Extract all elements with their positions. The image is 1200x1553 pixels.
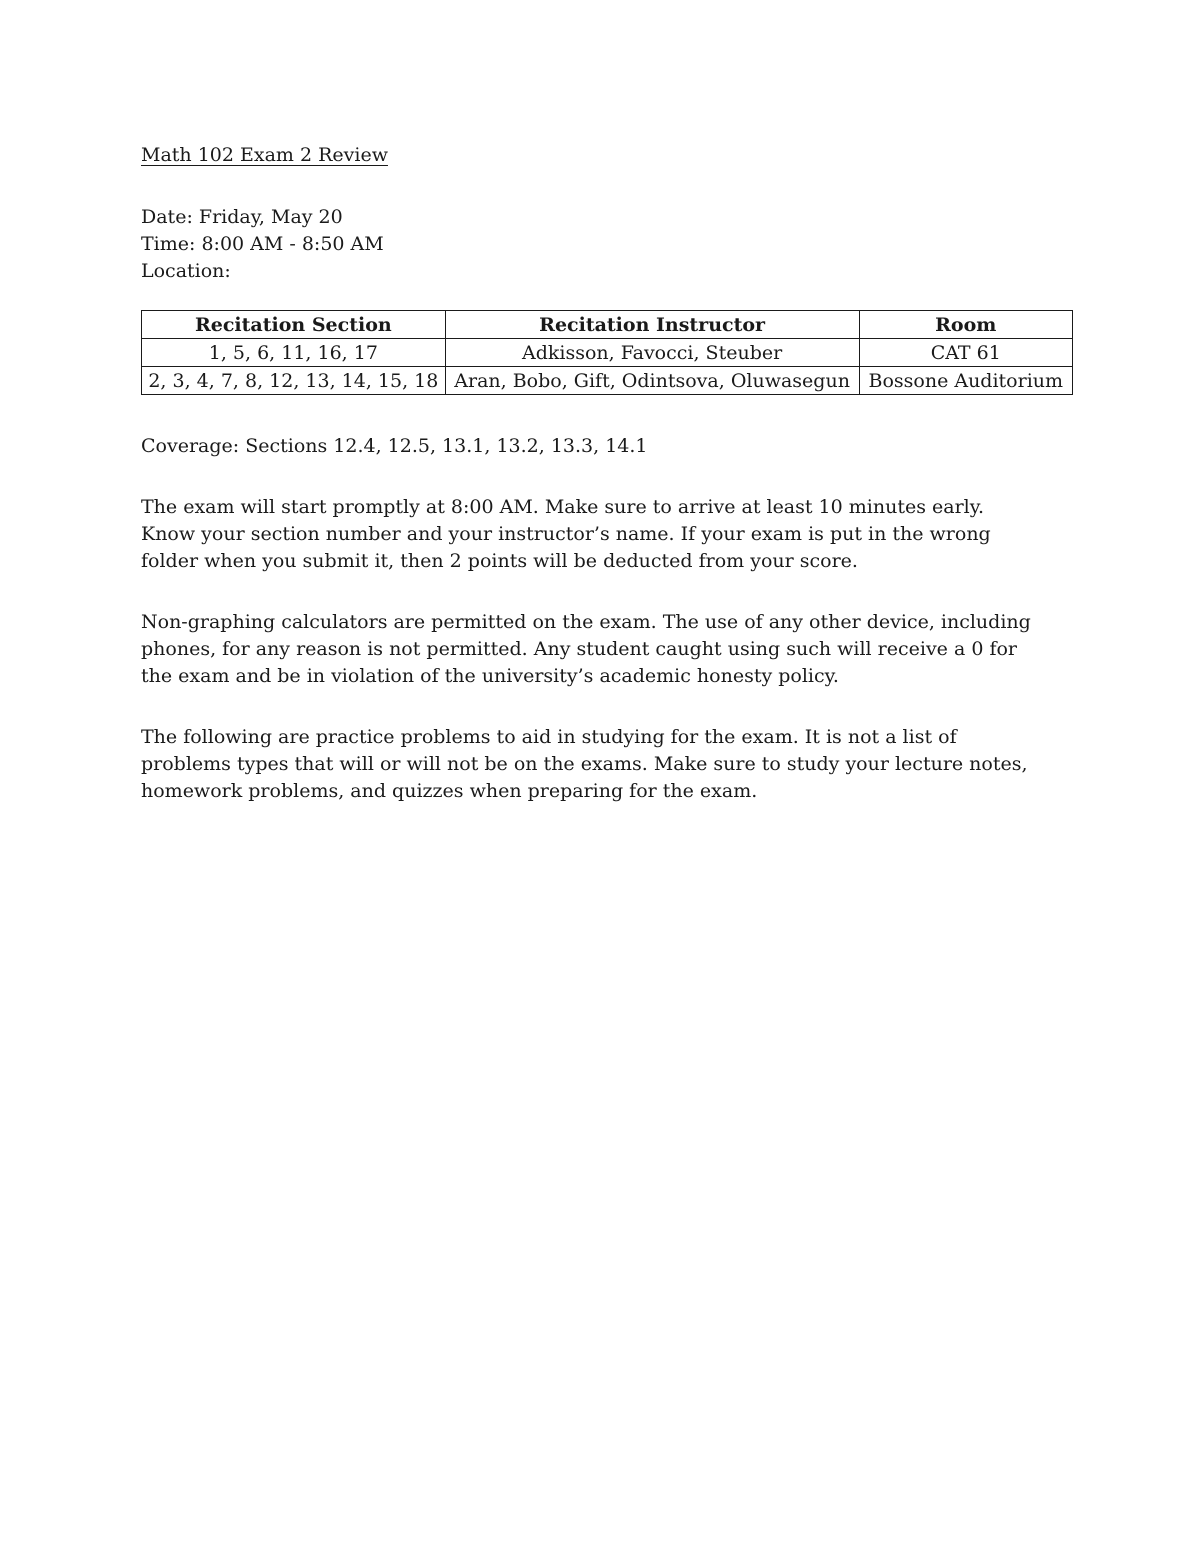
recitation-table [141,310,1073,395]
cell-sections: 1, 5, 6, 11, 16, 17 [142,339,446,367]
header-recitation-instructor: Recitation Instructor [445,311,859,339]
header-room: Room [859,311,1072,339]
exam-details [141,204,1073,285]
calculator-policy-paragraph: Non-graphing calculators are permitted on the exam. The use of any other device, including phones, for any reason is not permitted. Any student caught using such will receive a 0 for the exam and be in violation of the university’s academic honesty policy. [141,611,1031,687]
table-row [142,339,1073,367]
exam-time: Time: 8:00 AM - 8:50 AM [141,233,384,255]
coverage-line: Coverage: Sections 12.4, 12.5, 13.1, 13.2, 13.3, 14.1 [141,435,648,457]
document-page [141,140,1073,805]
cell-instructors: Adkisson, Favocci, Steuber [445,339,859,367]
table-row [142,367,1073,395]
document-title: Math 102 Exam 2 Review [141,144,388,166]
cell-sections: 2, 3, 4, 7, 8, 12, 13, 14, 15, 18 [142,367,446,395]
cell-instructors: Aran, Bobo, Gift, Odintsova, Oluwasegun [445,367,859,395]
table-header-row [142,311,1073,339]
exam-location: Location: [141,260,231,282]
header-recitation-section: Recitation Section [142,311,446,339]
exam-date: Date: Friday, May 20 [141,206,343,228]
practice-problems-paragraph: The following are practice problems to aid in studying for the exam. It is not a list of problems types that will or will not be on the exams. Make sure to study your lecture notes, homework problems, and quizzes when preparing for the exam. [141,726,1028,802]
cell-room: Bossone Auditorium [859,367,1072,395]
arrival-paragraph: The exam will start promptly at 8:00 AM. Make sure to arrive at least 10 minutes early. Know your section number and your instructor’s name. If your exam is put in the wrong folder when you submit it, then 2 points will be deducted from your score. [141,496,991,572]
cell-room: CAT 61 [859,339,1072,367]
